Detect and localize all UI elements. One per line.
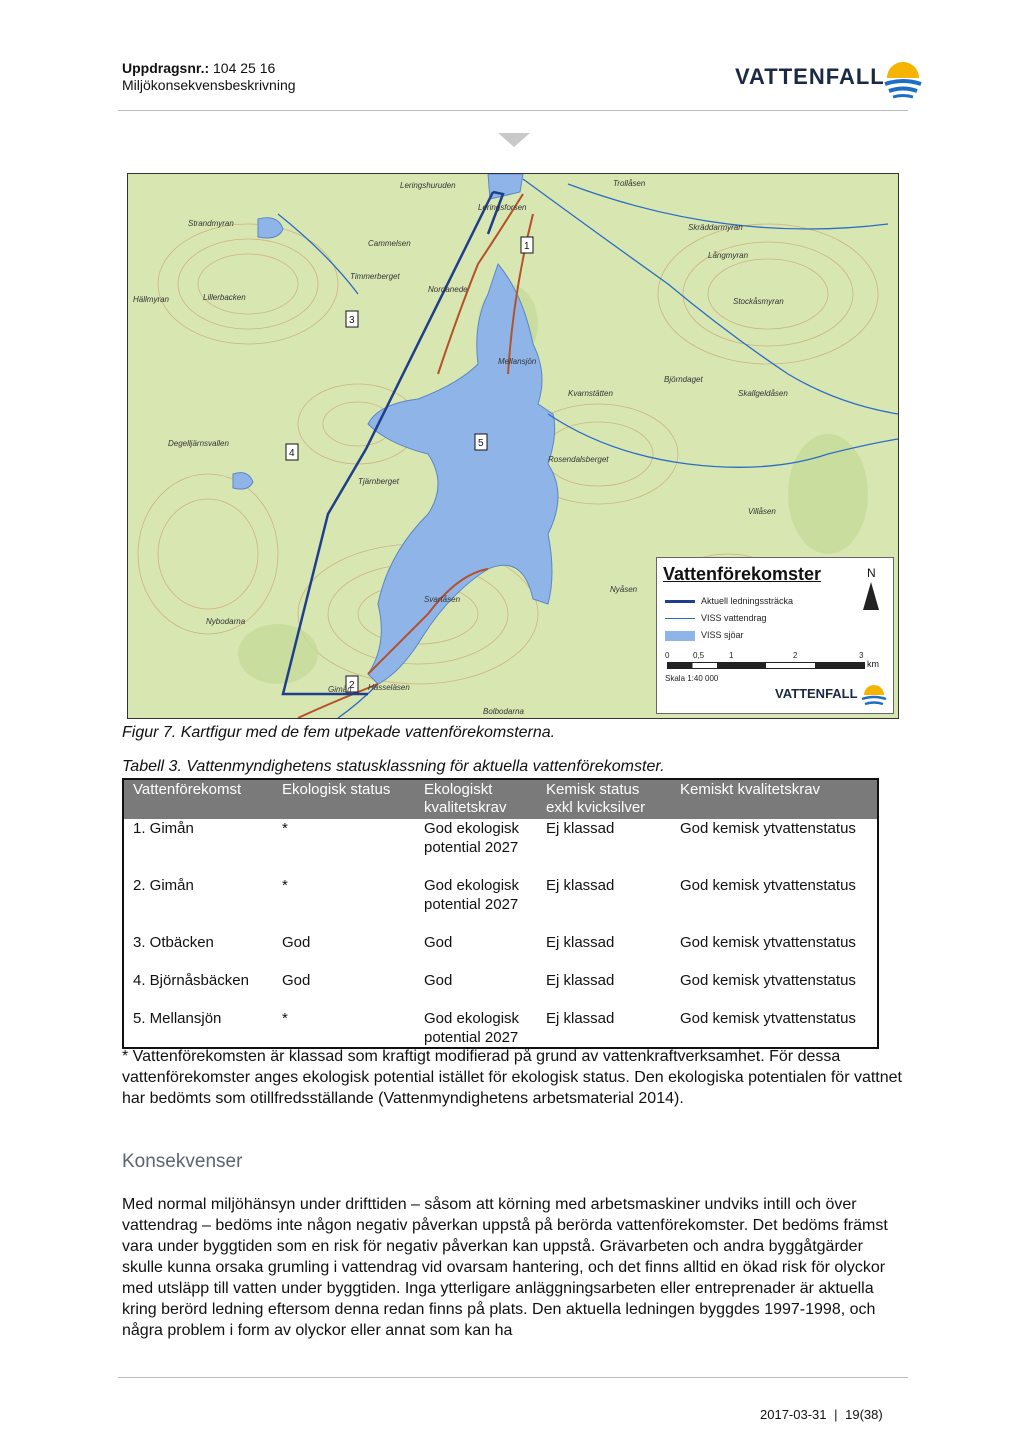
place-label: Villåsen [748,507,776,516]
table-cell: 3. Otbäcken [133,934,214,951]
table-cell: Ej klassad [546,1010,615,1027]
table-cell: * [282,1010,288,1027]
place-label: Hässeläsen [368,683,410,692]
vattenfall-sun-icon [883,56,923,100]
page-footer [760,1407,883,1422]
place-label: Leringshuruden [400,181,456,190]
legend-item-route: Aktuell ledningssträcka [665,596,793,606]
table-cell: Ej klassad [546,934,615,951]
table-row [123,876,878,933]
table-header-cell: Vattenförekomst [123,779,273,819]
table-cell: God kemisk ytvattenstatus [680,1010,856,1027]
north-label: N [867,566,876,580]
table-row [123,819,878,876]
table-cell: God kemisk ytvattenstatus [680,820,856,837]
table-cell: God [424,934,453,951]
place-label: Nordanede [428,285,468,294]
table-cell: Ej klassad [546,877,615,894]
table-cell: God [282,934,311,951]
assignment-label: Uppdragsnr.: [122,60,210,76]
legend-sun-icon [861,682,887,708]
map-legend [656,557,894,714]
map-figure [127,173,899,719]
place-label: Trollåsen [613,179,646,188]
figure-caption: Figur 7. Kartfigur med de fem utpekade vattenförekomsterna. [122,724,556,741]
table-cell: God kemisk ytvattenstatus [680,877,856,894]
table-header-cell: Kemiskt kvalitetskrav [671,779,878,819]
body-paragraph: Med normal miljöhänsyn under drifttiden – såsom att körning med arbetsmaskiner undviks intill och över vattendrag – bedöms inte någon negativ påverkan uppstå på berörda vattenförekomster. Det bedöms främst vara under byggtiden som en risk för negativ påverkan kan uppstå. Grävarbeten och andra byggåtgärder skulle kunna orsaka grumling i vattendrag vid ovarsam hantering, och det finns alltid en ökad risk för olyckor med utsläpp till vatten under byggtiden. Inga ytterligare anläggningsarbeten eller entreprenader är aktuella kring berörd ledning eftersom denna redan finns på plats. Den aktuella ledningen byggdes 1997-1998, och några problem i form av olyckor eller annat som kan ha [122,1196,888,1339]
table-cell: 5. Mellansjön [133,1010,222,1027]
place-label: Nybodarna [206,617,246,626]
table-cell: 4. Björnåsbäcken [133,972,249,989]
table-cell: God [282,972,311,989]
table-cell: Ej klassad [546,820,615,837]
scale-text: Skala 1:40 000 [665,674,719,683]
scale-bar [667,662,865,669]
route-marker-5-label: 5 [478,438,484,449]
place-label: Svartåsen [424,595,461,604]
legend-item-river: VISS vattendrag [665,613,767,623]
page-number: 19(38) [845,1407,883,1422]
route-marker-3-label: 3 [349,315,355,326]
place-label: Skräddarmyran [688,223,743,232]
scale-tick: 2 [793,651,798,660]
header-divider [118,110,908,111]
route-marker-1-label: 1 [524,241,530,252]
place-label: Långmyran [708,251,749,260]
table-cell: 1. Gimån [133,820,194,837]
place-label: Tjärnberget [358,477,399,486]
place-label: Björndaget [664,375,703,384]
place-label: Skallgeldåsen [738,389,788,398]
scale-tick: 3 [859,651,864,660]
scale-tick: 1 [729,651,734,660]
place-label: Hällmyran [133,295,170,304]
table-cell: God ekologisk potential 2027 [424,877,520,913]
table-row [123,933,878,971]
vattenfall-logo [735,56,925,100]
status-table [122,778,879,1049]
table-cell: * [282,820,288,837]
logo-text: VATTENFALL [735,64,885,89]
table-row [123,1009,878,1048]
table-cell: 2. Gimån [133,877,194,894]
place-label: Strandmyran [188,219,234,228]
small-lake-2 [233,473,253,490]
assignment-value: 104 25 16 [213,60,276,76]
table-cell: Ej klassad [546,972,615,989]
scale-unit: km [867,659,879,669]
table-footnote: * Vattenförekomsten är klassad som kraftigt modifierad på grund av vattenkraftverksamhet. För dessa vattenförekomster anges ekologisk potential istället för ekologisk status. Den ekologiska potentialen för vattnet har bedömts som otillfredsställande (Vattenmyndighetens arbetsmaterial 2014). [122,1048,902,1107]
small-lake [258,218,283,238]
legend-title: Vattenförekomster [663,564,822,584]
section-heading: Konsekvenser [122,1151,243,1172]
place-label: Stockåsmyran [733,297,784,306]
table-header-cell: Ekologisk status [273,779,415,819]
legend-item-lake: VISS sjöar [665,630,744,641]
table-cell: God [424,972,453,989]
north-arrow-icon [863,582,879,610]
footer-divider [118,1377,908,1378]
document-subtitle: Miljökonsekvensbeskrivning [122,77,296,93]
footer-date: 2017-03-31 [760,1407,827,1422]
place-label: Nyåsen [610,585,638,594]
triangle-marker-icon [498,133,530,147]
table-header-row [123,779,878,819]
route-marker-4-label: 4 [289,448,295,459]
place-label: Lillerbacken [203,293,246,302]
table-caption: Tabell 3. Vattenmyndighetens statusklassning för aktuella vattenförekomster. [122,758,665,775]
table-cell: * [282,877,288,894]
place-label: Timmerberget [350,272,400,281]
table-cell: God kemisk ytvattenstatus [680,972,856,989]
place-label: Gimån [328,685,352,694]
route-marker-2-label: 2 [349,680,355,691]
assignment-number [122,60,275,76]
scale-tick: 0,5 [693,651,705,660]
place-label: Degelljärnsvallen [168,439,229,448]
table-header-cell: Kemisk status exkl kvicksilver [537,779,671,819]
table-cell: God ekologisk potential 2027 [424,1010,520,1046]
legend-logo: VATTENFALL [775,686,858,701]
place-label: Rosendalsberget [548,455,609,464]
place-label: Mellansjön [498,357,537,366]
place-label: Cammelsen [368,239,411,248]
place-label: Bolbodarna [483,707,524,716]
table-header-cell: Ekologiskt kvalitetskrav [415,779,537,819]
table-cell: God kemisk ytvattenstatus [680,934,856,951]
scale-tick: 0 [665,651,670,660]
place-label: Leringsforsen [478,203,527,212]
table-row [123,971,878,1009]
footer-separator: | [834,1407,838,1422]
table-cell: God ekologisk potential 2027 [424,820,520,856]
place-label: Kvarnstätten [568,389,613,398]
